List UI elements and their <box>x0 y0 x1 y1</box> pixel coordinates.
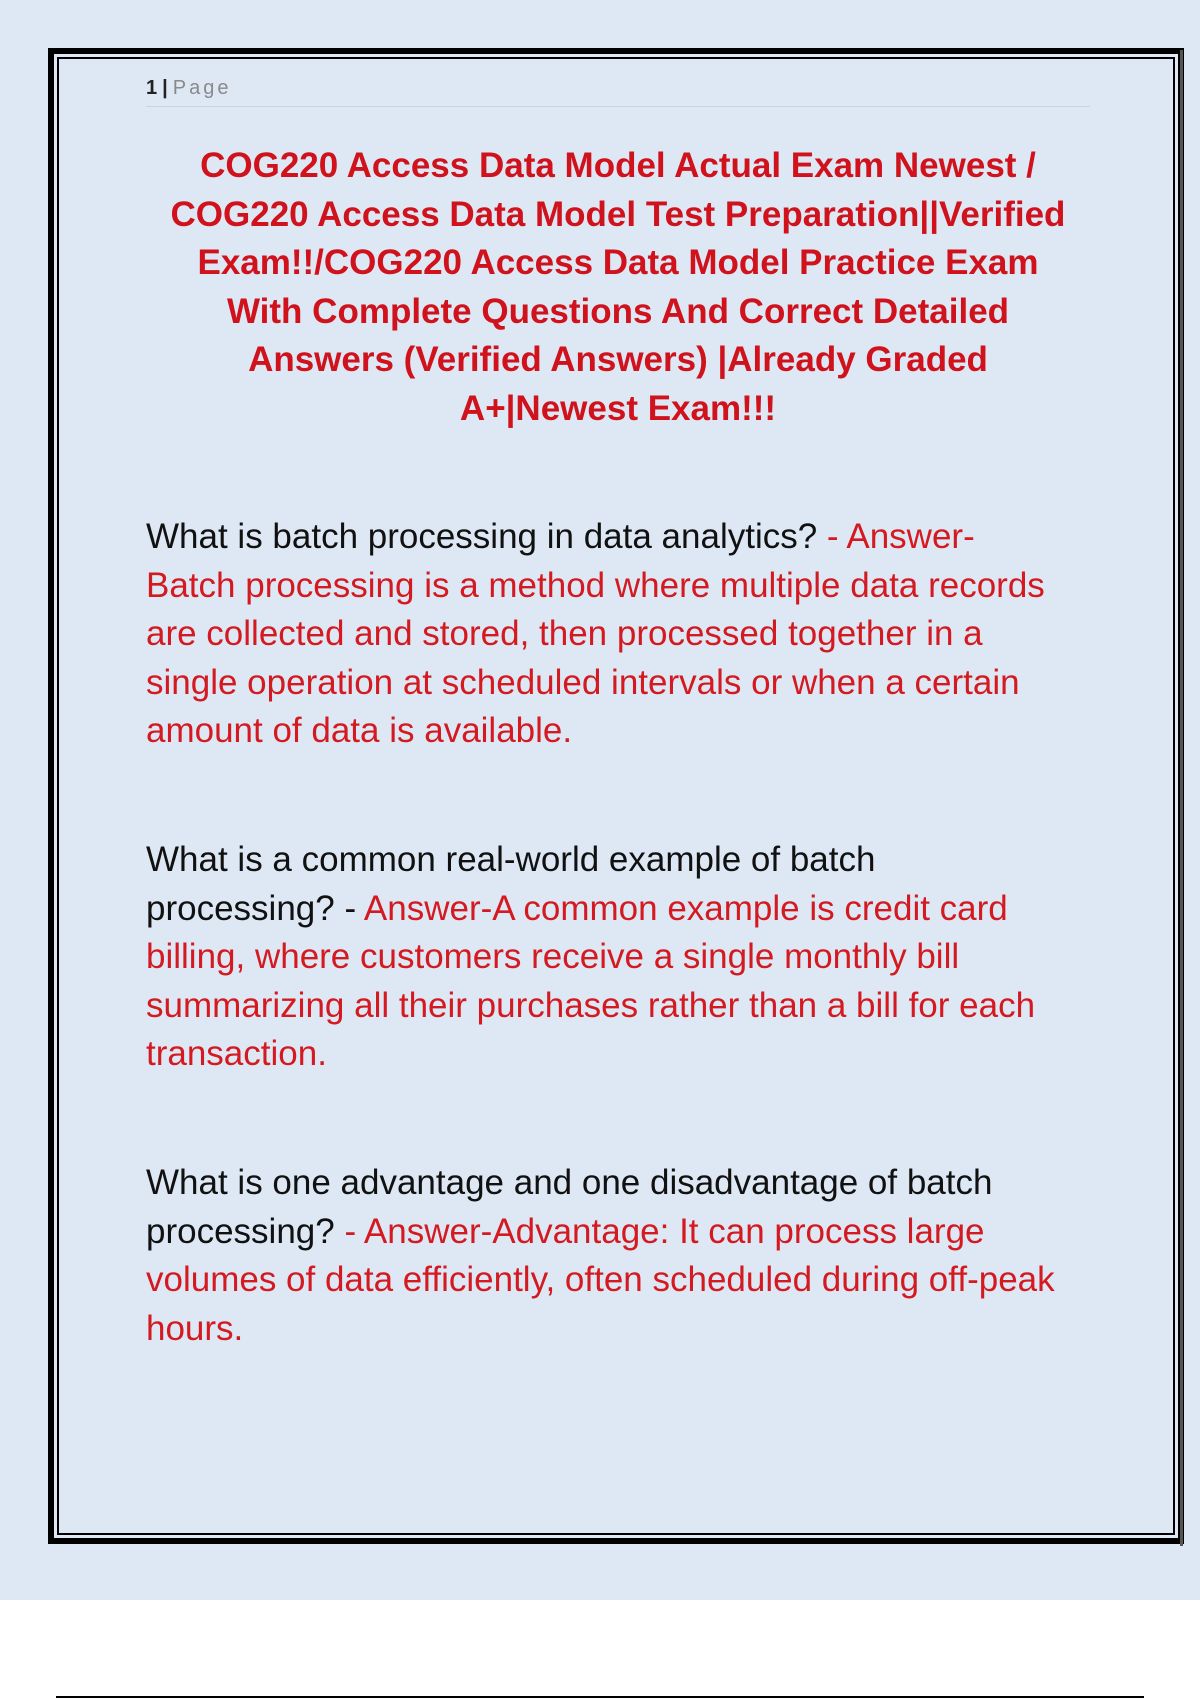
qa-line <box>146 836 1096 885</box>
qa-line <box>146 707 1096 756</box>
answer-text: volumes of data efficiently, often scheduled during off-peak <box>146 1260 1055 1299</box>
qa-line <box>146 562 1096 611</box>
answer-text: amount of data is available. <box>146 711 573 750</box>
answer-text: Batch processing is a method where multiple data records <box>146 565 1045 605</box>
qa-line <box>146 885 1096 934</box>
qa-line <box>146 1256 1096 1305</box>
question-text: What is one advantage and one disadvantage of batch <box>146 1163 993 1202</box>
answer-text: transaction. <box>146 1034 327 1073</box>
qa-block-real-world-example <box>146 836 1096 1079</box>
qa-line <box>146 1305 1096 1354</box>
page-border-edge <box>1180 50 1183 1546</box>
title-line: With Complete Questions And Correct Detailed <box>226 291 1010 331</box>
title-line: A+|Newest Exam!!! <box>459 388 777 428</box>
answer-text: billing, where customers receive a single monthly bill <box>146 937 960 976</box>
answer-text: single operation at scheduled intervals or when a certain <box>146 662 1020 702</box>
answer-text: Answer-A common example is credit card <box>363 888 1008 928</box>
qa-block-batch-processing <box>146 513 1096 756</box>
document-title <box>130 142 1106 433</box>
qa-line <box>146 1030 1096 1079</box>
title-line: Answers (Verified Answers) |Already Graded <box>248 340 988 379</box>
footer-divider <box>56 1696 1144 1698</box>
question-text: What is batch processing in data analytics? <box>146 517 827 556</box>
page-number-separator: | <box>162 77 168 99</box>
question-text: What is a common real-world example of batch <box>146 840 876 879</box>
page-word: Page <box>172 77 232 99</box>
answer-text: hours. <box>146 1308 244 1348</box>
qa-block-advantage-disadvantage <box>146 1159 1096 1353</box>
page-header <box>146 74 1090 107</box>
page-number: 1 <box>146 77 158 99</box>
qa-line <box>146 1159 1096 1208</box>
qa-line <box>146 610 1096 659</box>
answer-text: - Answer-Advantage: It can process large <box>344 1211 985 1251</box>
qa-line <box>146 1208 1096 1257</box>
question-text: processing? - <box>146 888 364 928</box>
title-line: COG220 Access Data Model Test Preparation||Verified <box>170 194 1066 234</box>
qa-line <box>146 513 1096 562</box>
qa-line <box>146 933 1096 982</box>
answer-text: summarizing all their purchases rather than a bill for each <box>146 985 1036 1025</box>
answer-text: - Answer- <box>826 517 975 556</box>
qa-line <box>146 659 1096 708</box>
title-line: COG220 Access Data Model Actual Exam Newest / <box>200 146 1036 185</box>
qa-line <box>146 982 1096 1031</box>
title-line: Exam!!/COG220 Access Data Model Practice Exam <box>197 243 1039 282</box>
answer-text: are collected and stored, then processed together in a <box>146 614 983 653</box>
question-text: processing? <box>146 1211 345 1251</box>
